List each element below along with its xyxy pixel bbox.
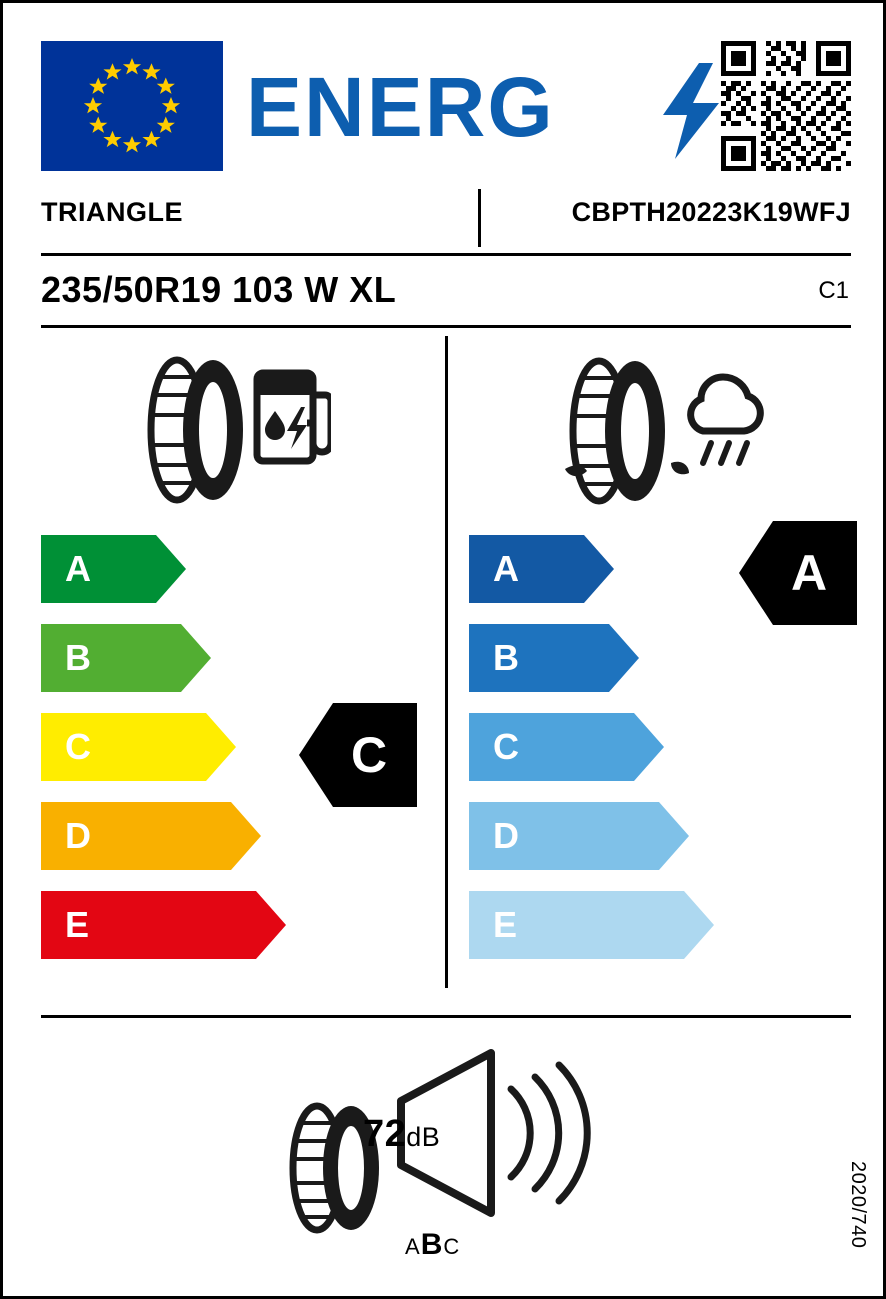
divider-header <box>41 253 851 256</box>
brand-name: TRIANGLE <box>41 197 183 227</box>
fuel-grade-letter: C <box>65 726 91 767</box>
divider-size <box>41 325 851 328</box>
fuel-grade-letter: B <box>65 637 91 678</box>
wet-grade-letter: B <box>493 637 519 678</box>
wet-grade-e <box>469 891 519 959</box>
divider-noise <box>41 1015 851 1018</box>
fuel-grade-c <box>41 713 91 781</box>
noise-class-a: A <box>405 1234 421 1259</box>
wet-grade-letter: A <box>493 548 519 589</box>
wet-grip-result <box>739 521 857 625</box>
tyre-type-code: CBPTH20223K19WFJ <box>571 197 851 227</box>
brand-separator <box>478 189 481 247</box>
noise-db-unit: dB <box>406 1122 441 1152</box>
tyre-fuel-pump-icon <box>131 355 331 505</box>
wet-grade-letter: E <box>493 904 518 945</box>
noise-section <box>283 1043 613 1261</box>
noise-value <box>363 1113 440 1156</box>
wet-result-letter: A <box>790 545 828 601</box>
energy-wordmark: ENERG <box>246 60 555 154</box>
label-header <box>41 41 851 171</box>
eu-flag-icon <box>41 41 223 171</box>
tyre-rain-cloud-icon <box>543 351 773 506</box>
fuel-grade-letter: E <box>65 904 90 945</box>
tyre-class: C1 <box>818 277 849 304</box>
wet-grade-letter: C <box>493 726 519 767</box>
fuel-grade-b <box>41 624 91 692</box>
tyre-size: 235/50R19 103 W XL <box>41 269 397 310</box>
noise-class-scale <box>405 1228 460 1262</box>
fuel-result-letter: C <box>350 727 388 783</box>
wet-grade-d <box>469 802 519 870</box>
wet-grip-scale <box>469 535 519 980</box>
wet-grade-c <box>469 713 519 781</box>
noise-class-c: C <box>443 1234 461 1259</box>
wet-grade-b <box>469 624 519 692</box>
regulation-reference: 2020/740 <box>847 1160 869 1248</box>
noise-db-number: 72 <box>363 1113 407 1155</box>
fuel-efficiency-result <box>299 703 417 807</box>
fuel-grade-e <box>41 891 91 959</box>
wet-grade-letter: D <box>493 815 519 856</box>
brand-row <box>41 193 851 249</box>
qr-code-icon <box>721 41 851 171</box>
fuel-grade-a <box>41 535 91 603</box>
lightning-bolt-icon <box>661 63 721 159</box>
wet-grade-a <box>469 535 519 603</box>
size-row <box>41 269 851 317</box>
fuel-grade-letter: D <box>65 815 91 856</box>
middle-separator <box>445 336 448 988</box>
fuel-grade-letter: A <box>65 548 91 589</box>
fuel-grade-d <box>41 802 91 870</box>
fuel-efficiency-scale <box>41 535 91 980</box>
noise-class-b-selected: B <box>420 1228 444 1261</box>
